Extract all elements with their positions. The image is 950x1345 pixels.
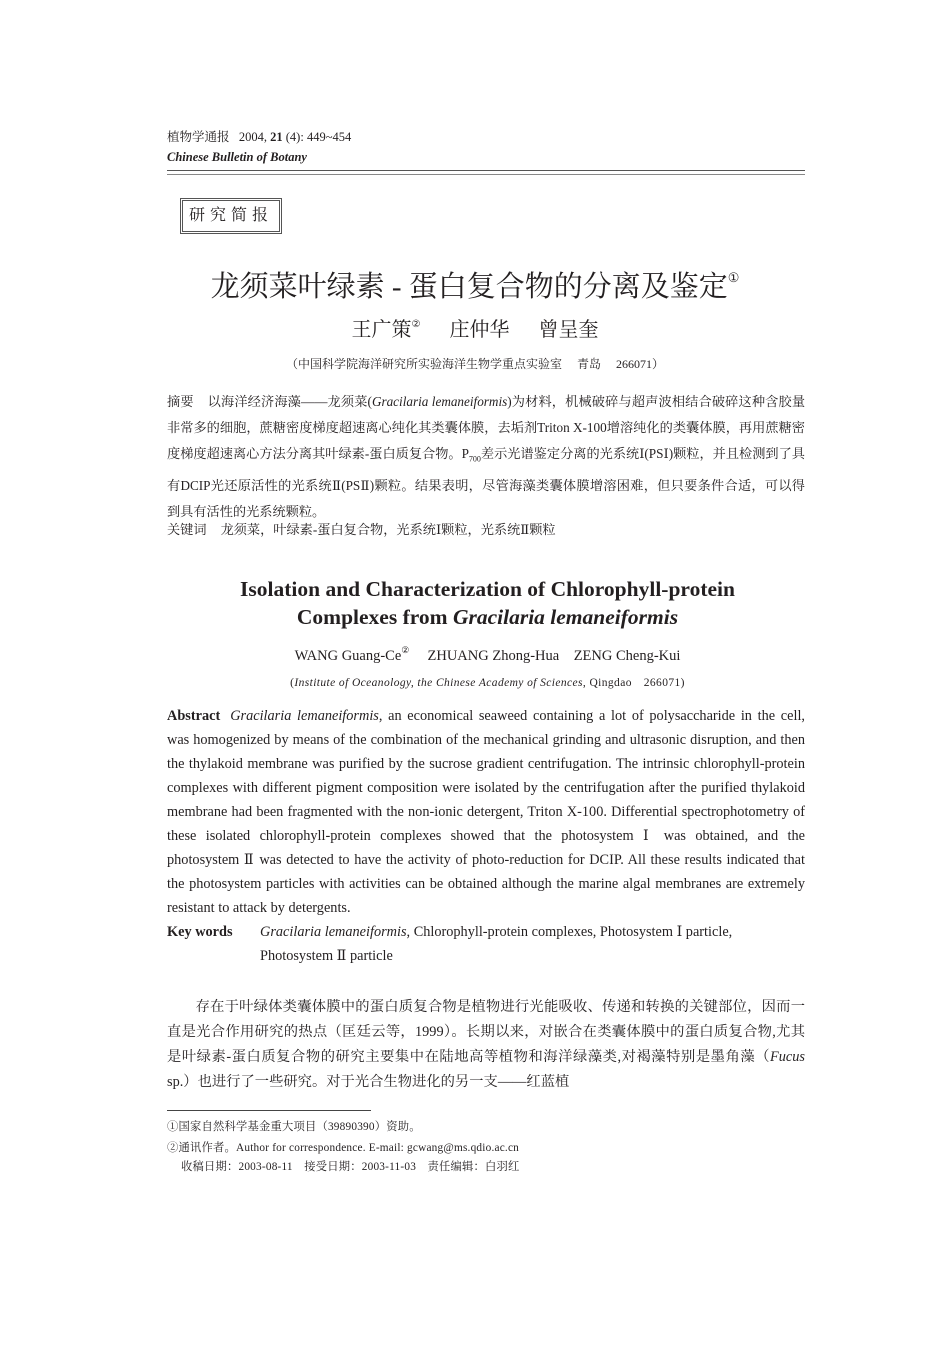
abstract-en-label: Abstract: [167, 708, 221, 724]
journal-issue-pages: (4): 449~454: [285, 130, 352, 144]
journal-citation: [167, 127, 351, 145]
footnote-rule: [167, 1110, 371, 1111]
keywords-zh-text: 龙须菜，叶绿素-蛋白复合物，光系统Ⅰ颗粒，光系统Ⅱ颗粒: [220, 522, 556, 537]
affiliation-zh: （中国科学院海洋研究所实验海洋生物学重点实验室 青岛 266071）: [285, 357, 664, 371]
author-en-2: ZHUANG Zhong-Hua: [427, 648, 560, 664]
journal-name-en: Chinese Bulletin of Botany: [167, 150, 307, 164]
journal-volume: 21: [270, 130, 283, 144]
keywords-zh-label: 关键词: [167, 522, 207, 537]
title-footnote-mark: ①: [727, 270, 740, 285]
journal-year: 2004,: [238, 130, 268, 144]
footnote-funding: ①国家自然科学基金重大项目（39890390）资助。: [167, 1121, 421, 1133]
footnote-correspondence: ②通讯作者。Author for correspondence. E-mail: gcwang@ms.qdio.ac.cn: [167, 1142, 520, 1154]
keywords-en-text: Gracilaria lemaneiformis, Chlorophyll-protein complexes, Photosystem Ⅰ particle, Photosystem Ⅱ particle: [260, 924, 733, 964]
abstract-en: [167, 704, 805, 920]
keywords-en: [167, 920, 805, 968]
author-zh-1: 王广策②: [351, 319, 421, 341]
header-rule: [167, 170, 805, 171]
title-zh: [0, 264, 950, 305]
author-zh-2: 庄仲华: [449, 319, 510, 341]
species-name: Gracilaria lemaneiformis: [371, 394, 508, 409]
keywords-en-label: Key words: [167, 924, 233, 940]
authors-en: [0, 645, 950, 665]
author-en-footnote-mark: ②: [401, 645, 410, 655]
abstract-zh-label: 摘要: [167, 394, 194, 409]
abstract-en-species: Gracilaria lemaneiformis: [230, 708, 379, 724]
author-zh-3: 曾呈奎: [538, 319, 599, 341]
title-zh-text: 龙须菜叶绿素 - 蛋白复合物的分离及鉴定: [210, 271, 728, 303]
footnote-dates: 收稿日期：2003-08-11 接受日期：2003-11-03 责任编辑：白羽红: [181, 1161, 520, 1173]
author-en-1: WANG Guang-Ce: [294, 648, 402, 664]
genus-name: Fucus: [770, 1049, 805, 1065]
abstract-zh: 摘要 以海洋经济海藻——龙须菜(Gracilaria lemaneiformis)为材料，机械破碎与超声波相结合破碎这种含胶量非常多的细胞，蔗糖密度梯度超速离心纯化其类囊体膜，去垢剂Triton X-100增溶纯化的类囊体膜，再用蔗糖密度梯度超速离心方法分离其叶绿素-蛋白质复合物。$P_{700}$差示光谱鉴定分离的光系统Ⅰ(PSⅠ)颗粒，并且检测到了具有DCIP光还原活性的光系统Ⅱ(PSⅡ)颗粒。结果表明，尽管海藻类囊体膜增溶困难，但只要条件合适，可以得到具有活性的光系统颗粒。: [167, 394, 806, 519]
author-en-3: ZENG Cheng-Kui: [573, 648, 681, 664]
body-paragraph: 存在于叶绿体类囊体膜中的蛋白质复合物是植物进行光能吸收、传递和转换的关键部位，因而一直是光合作用研究的热点（匡廷云等，1999）。长期以来，对嵌合在类囊体膜中的蛋白质复合物,尤其是叶绿素-蛋白质复合物的研究主要集中在陆地高等植物和海洋绿藻类,对褐藻特别是墨角藻（Fucus sp.）也进行了一些研究。对于光合生物进化的另一支——红蓝植: [167, 999, 805, 1090]
author-footnote-mark: ②: [411, 319, 421, 330]
abstract-en-text: , an economical seaweed containing a lot of polysaccharide in the cell, was homogenized by means of the combination of the mechanical grinding and ultrasonic disruption, and then the thylakoid membrane was purified by the sucrose gradient centrifugation. The intrinsic chlorophyll-protein complexes with different pigment composition were isolated by the centrifugation after the purified thylakoid membrane had been fragmented with the non-ionic detergent, Triton X-100. Differential spectrophotometry of these isolated chlorophyll-protein complexes showed that the photosystem Ⅰ was obtained, and the photosystem Ⅱ was detected to have the activity of photo-reduction for DCIP. All these results indicated that the photosystem particles with activities can be obtained although the marine algal membranes are extremely resistant to attack by detergents.: [167, 708, 805, 916]
header-rule-secondary: [167, 174, 805, 175]
journal-name-zh: 植物学通报: [167, 130, 230, 144]
title-en-line1: Isolation and Characterization of Chlorophyll-protein: [240, 577, 735, 601]
title-en-line2: Complexes from Gracilaria lemaneiformis: [296, 605, 679, 629]
affiliation-en: (Institute of Oceanology, the Chinese Academy of Sciences, Qingdao 266071): [290, 677, 685, 689]
column-label: 研究简报: [180, 198, 282, 234]
title-en: [0, 575, 950, 631]
keywords-zh: [167, 519, 805, 538]
authors-zh: [0, 313, 950, 342]
